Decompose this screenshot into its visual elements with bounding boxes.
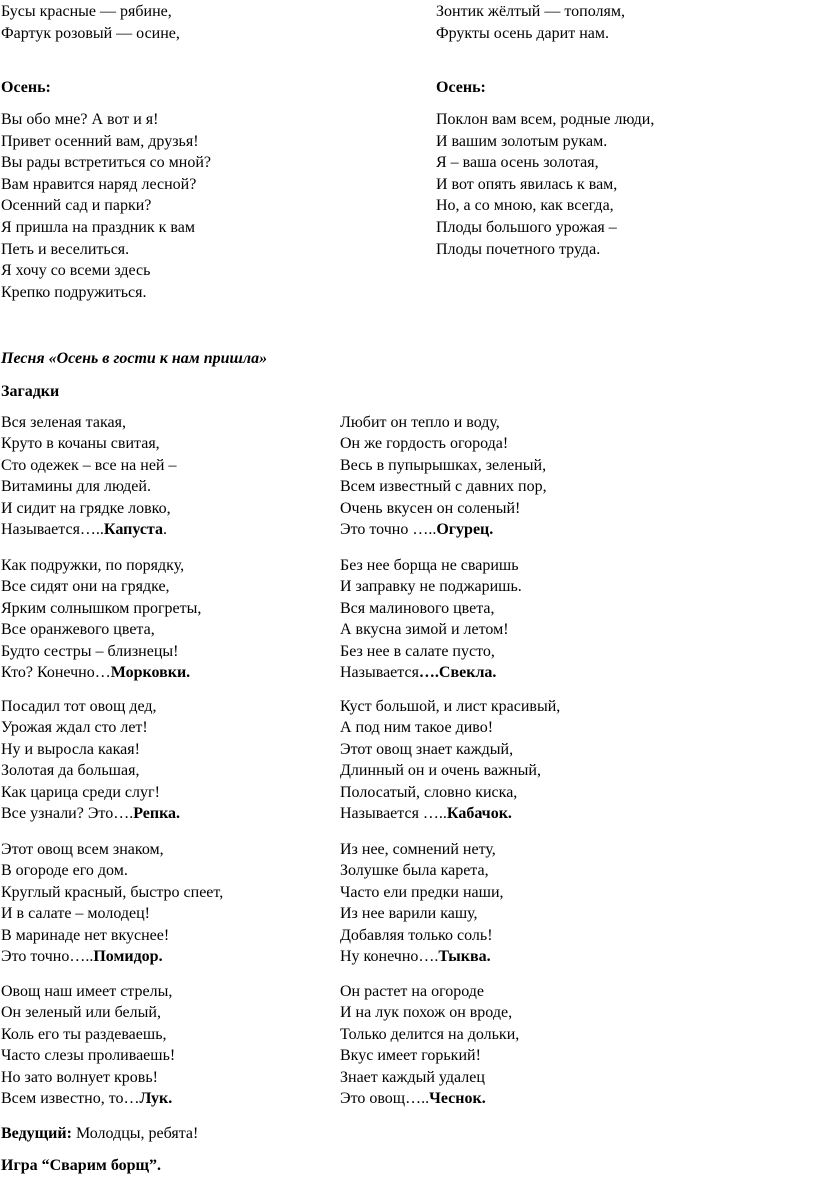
riddle-answer: Лук.: [139, 1089, 173, 1107]
host-text: Молодцы, ребята!: [71, 1125, 199, 1142]
riddle-line: Длинный он и очень важный,: [340, 762, 541, 780]
riddle-line: Только делится на дольки,: [340, 1025, 520, 1043]
riddle-left: [1, 555, 201, 683]
riddle-answer: Чеснок.: [429, 1089, 486, 1107]
riddle-answer: Морковки.: [110, 663, 191, 681]
riddle-line: Часто ели предки наши,: [340, 883, 504, 901]
answer-prefix: Все узнали? Это….: [1, 804, 134, 822]
riddle-left: [1, 981, 175, 1109]
speaker-label: Осень:: [436, 79, 486, 96]
riddle-line: Весь в пупырышках, зеленый,: [340, 456, 547, 474]
riddle-answer-line: [340, 803, 560, 824]
riddle-line: Очень вкусен он соленый!: [340, 499, 521, 517]
verse-line: Поклон вам всем, родные люди,: [436, 111, 655, 128]
verse-line: Осенний сад и парки?: [1, 197, 152, 215]
riddle-answer-line: [1, 662, 201, 683]
answer-prefix: Ну конечно….: [340, 947, 439, 965]
riddle-left: [1, 412, 177, 540]
game-title: Игра “Сварим борщ”.: [1, 1157, 162, 1174]
riddle-right: [340, 839, 504, 967]
riddle-line: Любит он тепло и воду,: [340, 414, 500, 431]
text-line: Фрукты осень дарит нам.: [436, 24, 609, 42]
text-line: Бусы красные — рябине,: [1, 3, 172, 20]
answer-prefix: Всем известно, то…: [1, 1089, 140, 1107]
riddle-line: И заправку не поджаришь.: [340, 578, 522, 596]
riddle-line: В маринаде нет вкуснее!: [1, 926, 170, 944]
riddles-title: Загадки: [1, 383, 60, 400]
verse-line: Вы обо мне? А вот и я!: [1, 111, 159, 128]
top-left-lines: [1, 1, 180, 44]
answer-suffix: .: [162, 520, 167, 538]
riddle-right: [340, 555, 522, 683]
verse-line: И вашим золотым рукам.: [436, 132, 608, 150]
riddle-answer-line: [340, 519, 547, 540]
riddle-line: Ну и выросла какая!: [1, 740, 140, 758]
verse-line: Плоды большого урожая –: [436, 218, 617, 236]
riddle-answer-line: [1, 519, 177, 540]
verse-line: Плоды почетного труда.: [436, 240, 601, 258]
verse-line: Я – ваша осень золотая,: [436, 154, 599, 172]
verse-line: Петь и веселиться.: [1, 240, 130, 258]
song-title: Песня «Осень в гости к нам пришла»: [1, 350, 268, 367]
riddle-answer: Тыква.: [438, 947, 491, 965]
riddle-line: И в салате – молодец!: [1, 905, 150, 923]
riddle-line: В огороде его дом.: [1, 862, 128, 880]
riddle-line: Будто сестры – близнецы!: [1, 642, 179, 660]
verse-line: И вот опять явилась к вам,: [436, 175, 618, 193]
riddle-line: Как царица среди слуг!: [1, 783, 160, 801]
verse-line: Вы рады встретиться со мной?: [1, 154, 212, 172]
riddle-line: Куст большой, и лист красивый,: [340, 698, 561, 715]
riddle-left: [1, 839, 223, 967]
riddle-answer-line: [340, 662, 522, 683]
answer-prefix: Кто? Конечно…: [1, 663, 111, 681]
text-line: Зонтик жёлтый — тополям,: [436, 3, 625, 20]
riddle-left: [1, 696, 180, 824]
verse-line: Привет осенний вам, друзья!: [1, 132, 199, 150]
riddle-line: Ярким солнышком прогреты,: [1, 599, 202, 617]
riddle-line: А вкусна зимой и летом!: [340, 621, 509, 639]
riddle-answer-line: [1, 803, 180, 824]
riddle-line: Этот овощ всем знаком,: [1, 841, 164, 858]
host-speaker: Ведущий:: [1, 1125, 72, 1142]
riddle-line: Без нее борща не сваришь: [340, 557, 519, 574]
host-line: [1, 1123, 198, 1145]
riddle-answer-line: [1, 1088, 175, 1109]
answer-prefix: Называется…..: [1, 520, 104, 538]
riddle-line: Вся малинового цвета,: [340, 599, 495, 617]
verse-line: Крепко подружиться.: [1, 283, 147, 301]
riddle-line: Знает каждый удалец: [340, 1068, 485, 1086]
riddle-line: И на лук похож он вроде,: [340, 1004, 513, 1022]
riddle-line: Вкус имеет горький!: [340, 1047, 481, 1065]
riddle-answer: Капуста: [103, 520, 163, 538]
riddle-line: Полосатый, словно киска,: [340, 783, 518, 801]
verse-line: Я хочу со всеми здесь: [1, 262, 151, 280]
verse-line: Я пришла на праздник к вам: [1, 218, 195, 236]
riddle-line: Все сидят они на грядке,: [1, 578, 170, 596]
riddle-right: [340, 696, 560, 824]
riddle-right: [340, 981, 519, 1109]
autumn-speech-right: [436, 77, 654, 260]
riddle-line: Коль его ты раздеваешь,: [1, 1025, 167, 1043]
riddle-line: Из нее, сомнений нету,: [340, 841, 496, 858]
riddle-right: [340, 412, 547, 540]
text-line: Фартук розовый — осине,: [1, 24, 180, 42]
riddle-answer-line: [340, 1088, 519, 1109]
riddle-answer: Кабачок.: [446, 804, 512, 822]
riddle-line: Он же гордость огорода!: [340, 435, 509, 453]
riddle-line: Сто одежек – все на ней –: [1, 456, 177, 474]
answer-prefix: Называется …..: [340, 804, 447, 822]
answer-prefix: Называется: [340, 663, 419, 681]
riddle-line: Из нее варили кашу,: [340, 905, 478, 923]
answer-prefix: Это точно …..: [340, 520, 437, 538]
answer-prefix: Это овощ…..: [340, 1089, 430, 1107]
riddle-line: Этот овощ знает каждый,: [340, 740, 514, 758]
riddle-answer-line: [1, 946, 223, 967]
riddle-line: Он растет на огороде: [340, 983, 485, 1000]
riddle-line: Но зато волнует кровь!: [1, 1068, 158, 1086]
riddle-line: Урожая ждал сто лет!: [1, 719, 148, 737]
riddle-line: Золотая да большая,: [1, 762, 140, 780]
verse-line: Вам нравится наряд лесной?: [1, 175, 197, 193]
autumn-speech-left: [1, 77, 211, 303]
riddle-line: Всем известный с давних пор,: [340, 478, 547, 496]
riddle-line: А под ним такое диво!: [340, 719, 494, 737]
riddle-line: Добавляя только соль!: [340, 926, 493, 944]
riddle-line: Вся зеленая такая,: [1, 414, 126, 431]
riddle-line: Овощ наш имеет стрелы,: [1, 983, 173, 1000]
riddle-line: Витамины для людей.: [1, 478, 151, 496]
riddle-line: Круто в кочаны свитая,: [1, 435, 160, 453]
answer-prefix: Это точно…..: [1, 947, 94, 965]
verse-line: Но, а со мною, как всегда,: [436, 197, 614, 215]
riddle-answer-line: [340, 946, 504, 967]
riddle-line: Как подружки, по порядку,: [1, 557, 185, 574]
riddle-answer: ….Свекла.: [418, 663, 497, 681]
riddle-line: Все оранжевого цвета,: [1, 621, 155, 639]
riddle-line: Без нее в салате пусто,: [340, 642, 495, 660]
top-right-lines: [436, 1, 625, 44]
riddle-line: Посадил тот овощ дед,: [1, 698, 157, 715]
riddle-line: Часто слезы проливаешь!: [1, 1047, 176, 1065]
riddle-line: Он зеленый или белый,: [1, 1004, 161, 1022]
riddle-line: Круглый красный, быстро спеет,: [1, 883, 224, 901]
riddle-answer: Огурец.: [436, 520, 494, 538]
speaker-label: Осень:: [1, 79, 51, 96]
riddle-line: Золушке была карета,: [340, 862, 489, 880]
riddle-answer: Помидор.: [93, 947, 163, 965]
riddle-answer: Репка.: [133, 804, 181, 822]
riddle-line: И сидит на грядке ловко,: [1, 499, 171, 517]
